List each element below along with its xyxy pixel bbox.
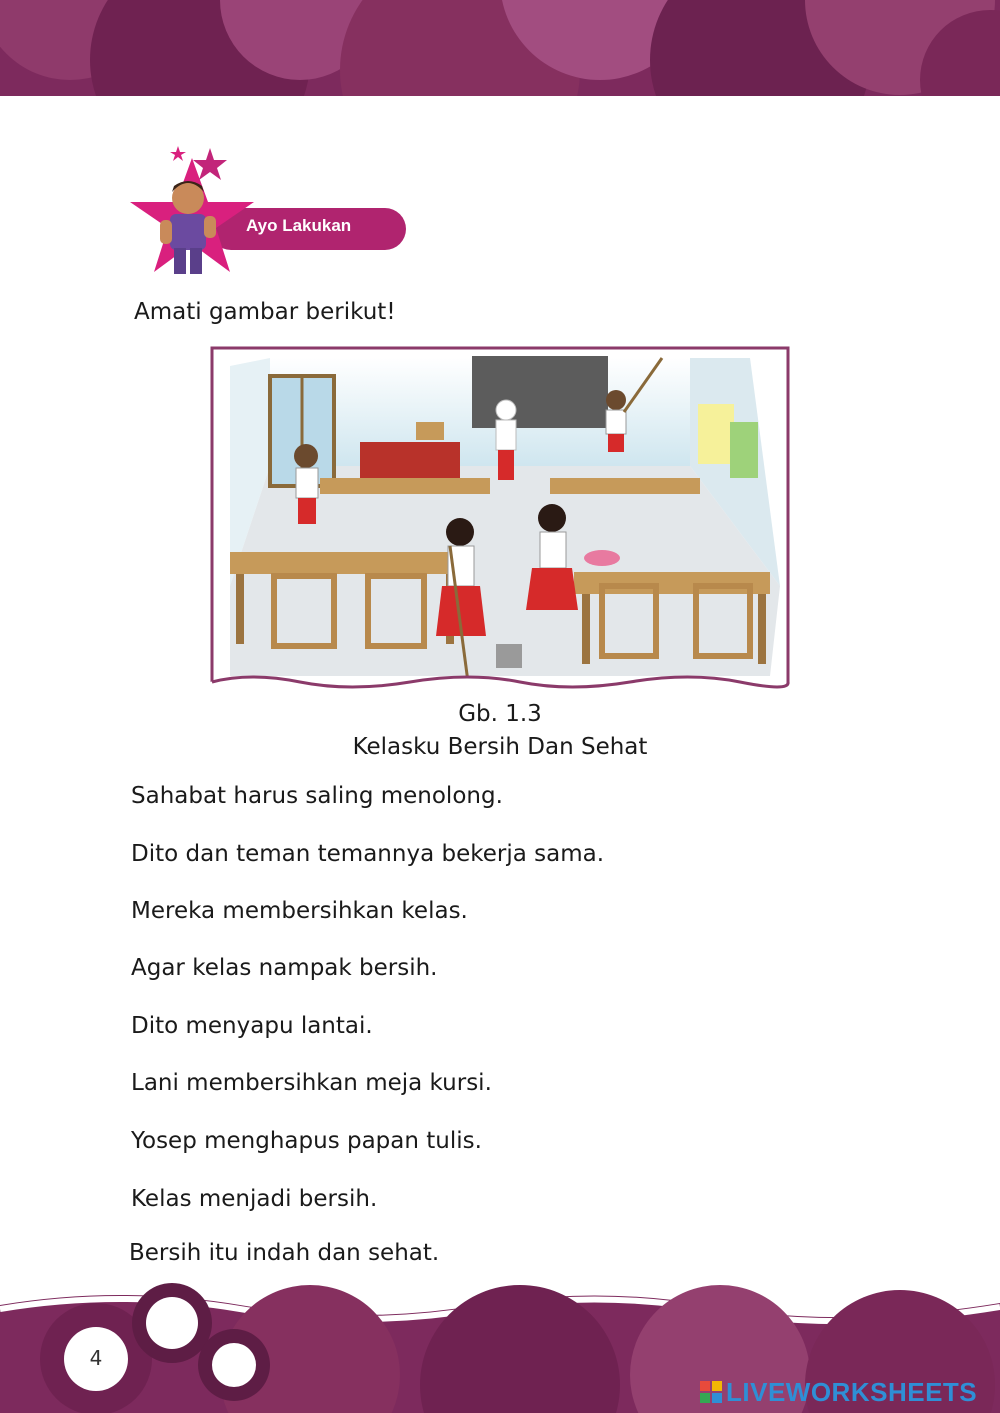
liveworksheets-logo-icon [700, 1381, 722, 1403]
story-line: Dito dan teman temannya bekerja sama. [131, 841, 605, 867]
figure-number: Gb. 1.3 [458, 701, 542, 727]
blackboard [472, 356, 608, 428]
story-line: Lani membersihkan meja kursi. [131, 1070, 492, 1096]
bucket [496, 644, 522, 668]
section-badge [130, 140, 420, 280]
story-line: Sahabat harus saling menolong. [131, 783, 503, 809]
section-badge-label: Ayo Lakukan [246, 216, 352, 235]
tiny-star-icon [170, 146, 186, 161]
story-line: Dito menyapu lantai. [131, 1013, 373, 1039]
liveworksheets-brand [700, 1376, 977, 1408]
instruction-text: Amati gambar berikut! [134, 299, 396, 325]
story-line: Agar kelas nampak bersih. [131, 955, 438, 981]
teacher-desk [360, 442, 460, 482]
page-number: 4 [89, 1346, 103, 1370]
figure-title: Kelasku Bersih Dan Sehat [352, 734, 648, 760]
classroom-illustration [210, 346, 790, 696]
story-line: Kelas menjadi bersih. [131, 1186, 378, 1212]
brand-text: LIVEWORKSHEETS [726, 1376, 978, 1407]
top-decorative-banner [0, 0, 1000, 96]
student-sweeping-back [496, 400, 516, 480]
story-line: Mereka membersihkan kelas. [131, 898, 468, 924]
story-line: Yosep menghapus papan tulis. [131, 1128, 482, 1154]
story-line: Bersih itu indah dan sehat. [129, 1240, 440, 1266]
